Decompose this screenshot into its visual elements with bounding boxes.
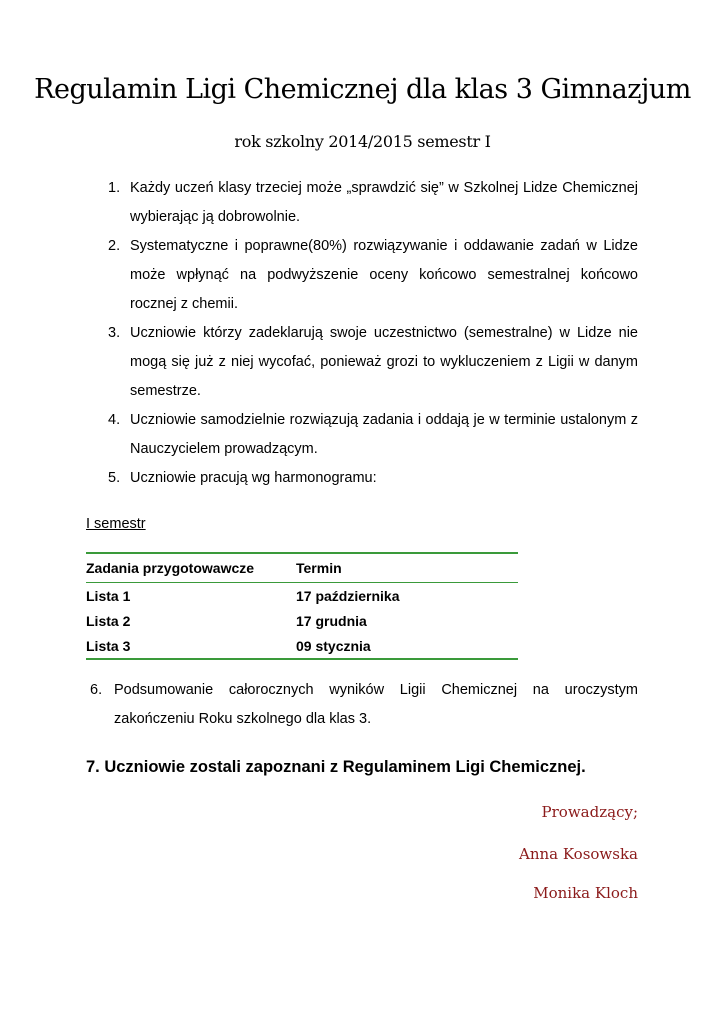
table-header-row [86,554,518,582]
table-cell-date: 17 października [296,587,400,604]
list-item-text: Uczniowie którzy zadeklarują swoje uczestnictwo (semestralne) w Lidze nie mogą się już z niej wycofać, ponieważ grozi to wykluczeniem z Ligii w danym semestrze. [130,325,638,399]
document-title: Regulamin Ligi Chemicznej dla klas 3 Gimnazjum [34,74,691,105]
list-item-text: Uczniowie pracują wg harmonogramu: [130,470,377,486]
list-item [108,464,638,493]
list-item-text: Każdy uczeń klasy trzeciej może „sprawdzić się” w Szkolnej Lidze Chemicznej wybierając ją dobrowolnie. [130,180,638,225]
signature-label: Prowadzący; [541,803,638,821]
list-item-number: 4. [108,412,121,428]
list-item-text: Podsumowanie całorocznych wyników Ligii Chemicznej na uroczystym zakończeniu Roku szkolnego dla klas 3. [114,682,638,727]
list-item-text: Systematyczne i poprawne(80%) rozwiązywanie i oddawanie zadań w Lidze może wpłynąć na podwyższenie oceny końcowo semestralnej końcowo rocznej z chemii. [130,238,638,312]
list-item-number: 3. [108,325,121,341]
list-item [108,174,638,232]
table-cell-date: 09 stycznia [296,637,371,654]
table-cell-task: Lista 2 [86,612,131,629]
list-item [108,406,638,464]
list-item-text: Uczniowie samodzielnie rozwiązują zadania i oddają je w terminie ustalonym z Nauczycielem prowadzącym. [130,412,638,457]
table-cell-task: Lista 3 [86,637,131,654]
rule-7: 7. Uczniowie zostali zapoznani z Regulaminem Ligi Chemicznej. [86,758,586,776]
table-row [86,633,518,658]
table-row [86,608,518,633]
list-item-number: 2. [108,238,121,254]
list-item [108,232,638,319]
schedule-table [86,552,518,660]
table-header-deadline: Termin [296,560,342,576]
document-subtitle: rok szkolny 2014/2015 semestr I [234,132,491,151]
list-item-number: 1. [108,180,121,196]
list-item-number: 5. [108,470,121,486]
rules-list [108,174,638,493]
semester-heading: I semestr [86,516,146,532]
table-cell-task: Lista 1 [86,587,131,604]
table-row [86,583,518,608]
list-item [108,319,638,406]
table-bottom-rule [86,658,518,660]
signature-name: Monika Kloch [533,884,638,902]
rule-6 [90,676,638,734]
list-item-number: 6. [90,682,103,698]
table-cell-date: 17 grudnia [296,612,367,629]
table-header-tasks: Zadania przygotowawcze [86,560,255,576]
signature-name: Anna Kosowska [519,845,638,863]
